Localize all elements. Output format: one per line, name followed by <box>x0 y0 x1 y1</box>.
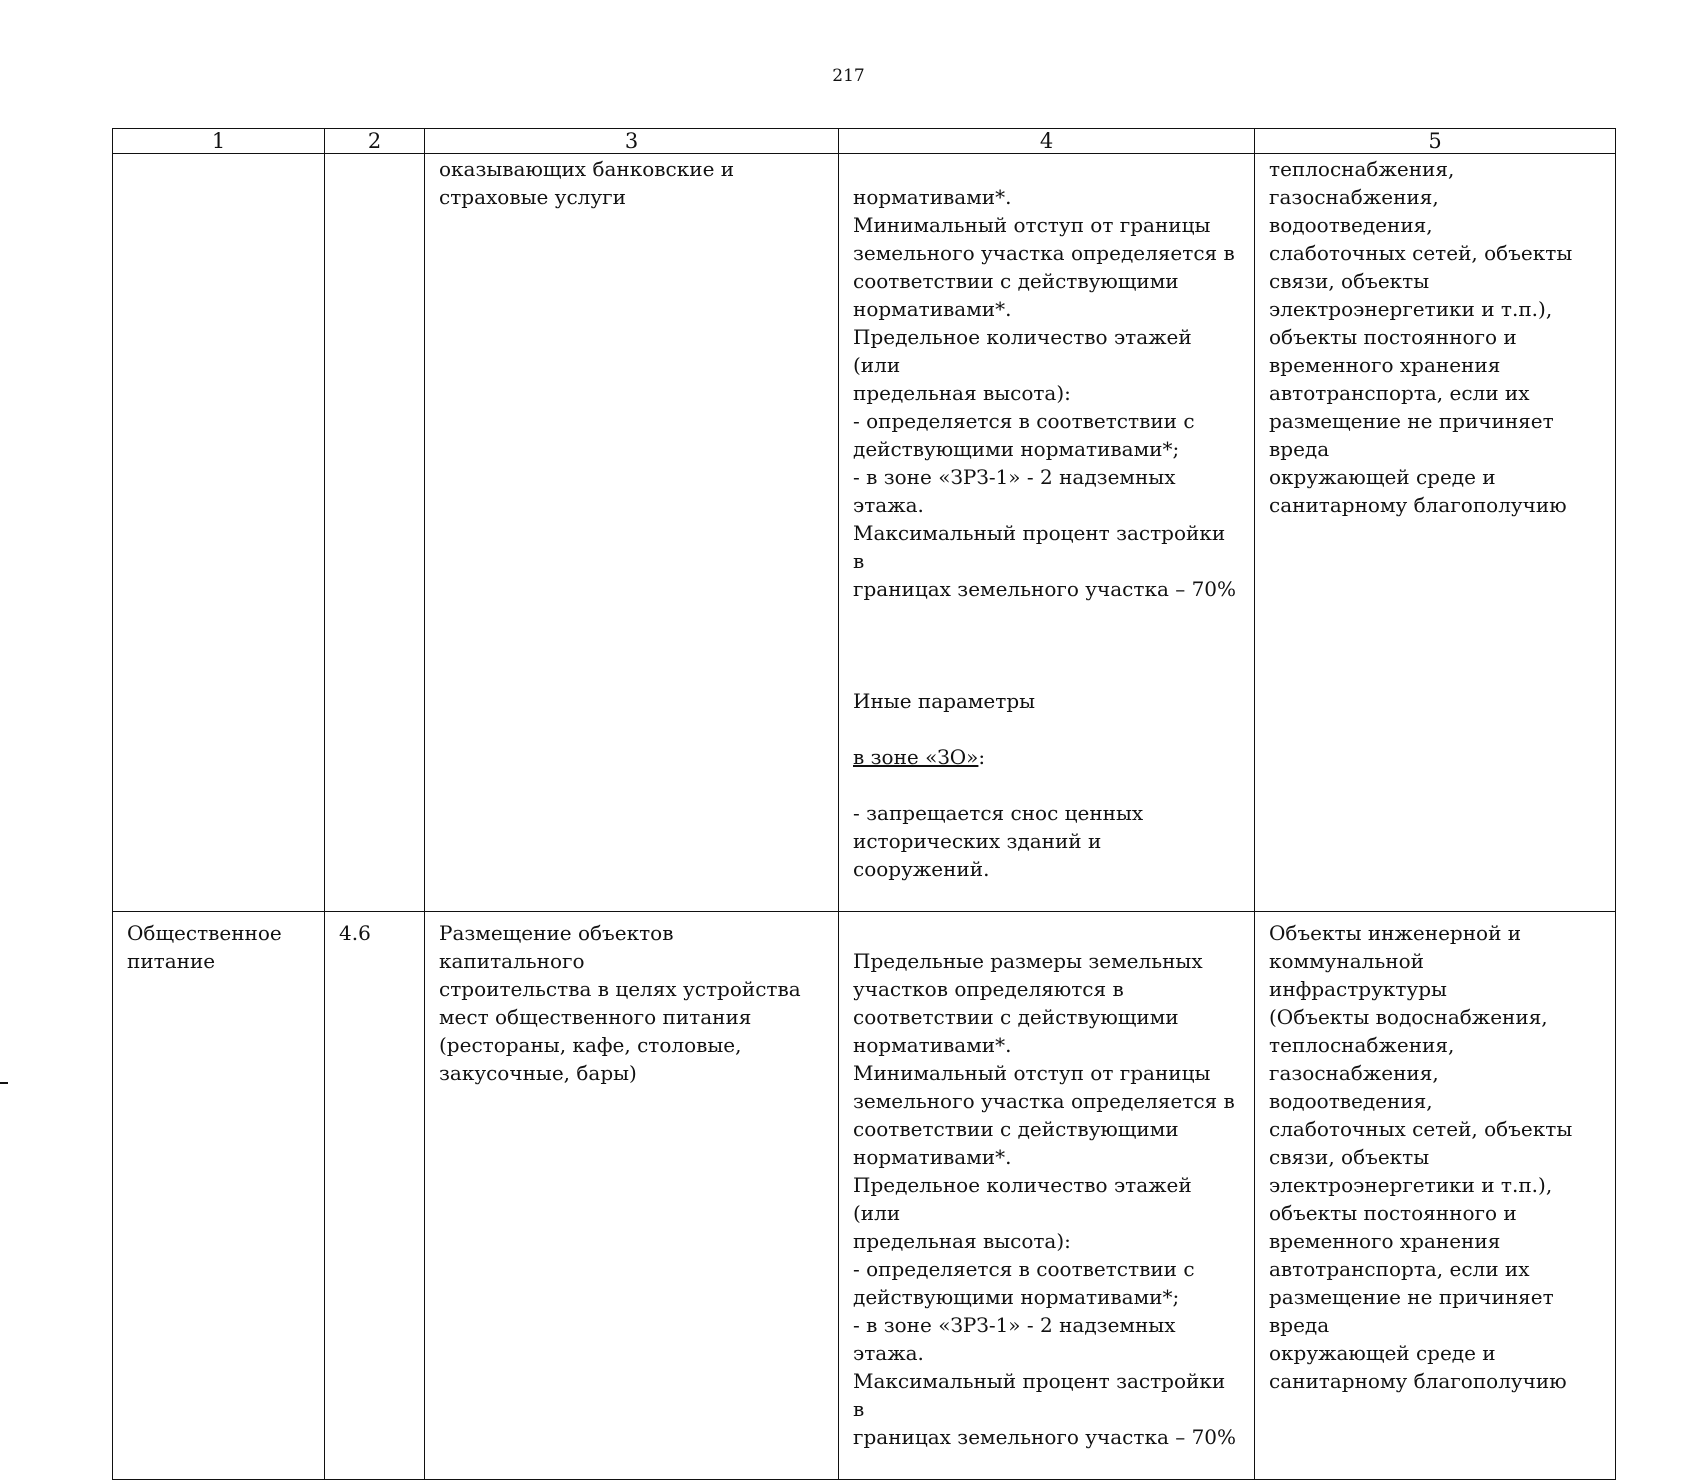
table-row <box>113 912 1616 1480</box>
other-parameters-zone-line <box>853 743 1240 771</box>
other-parameters-text: - запрещается снос ценных исторических зданий и сооружений. <box>853 801 1144 881</box>
margin-mark <box>0 1082 8 1084</box>
column-header-3: 3 <box>425 129 839 154</box>
parameters-text: нормативами*. Минимальный отступ от границы земельного участка определяется в соответствии с действующими нормативами*. Предельное количество этажей (или предельная высота): - определяется в соответствии с действующими нормативами*; - в зоне «ЗРЗ-1» - 2 надземных этажа. Максимальный процент застройки в границах земельного участка – 70% <box>853 185 1237 601</box>
cell-parameters <box>839 154 1255 912</box>
other-parameters-title: Иные параметры <box>853 689 1036 713</box>
cell-use-code: 4.6 <box>325 912 425 1480</box>
cell-auxiliary-uses: теплоснабжения, газоснабжения, водоотведения, слаботочных сетей, объекты связи, объекты электроэнергетики и т.п.), объекты постоянного и временного хранения автотранспорта, если их размещение не причиняет вреда окружающей среде и санитарному благополучию <box>1255 154 1616 912</box>
cell-use-type: Общественное питание <box>113 912 325 1480</box>
page-number: 217 <box>832 66 865 86</box>
cell-auxiliary-uses: Объекты инженерной и коммунальной инфраструктуры (Объекты водоснабжения, теплоснабжения, газоснабжения, водоотведения, слаботочных сетей, объекты связи, объекты электроэнергетики и т.п.), объекты постоянного и временного хранения автотранспорта, если их размещение не причиняет вреда окружающей среде и санитарному благополучию <box>1255 912 1616 1480</box>
column-header-1: 1 <box>113 129 325 154</box>
zone-label: в зоне «ЗО» <box>853 745 979 769</box>
column-header-5: 5 <box>1255 129 1616 154</box>
cell-use-description: оказывающих банковские и страховые услуги <box>425 154 839 912</box>
cell-use-type <box>113 154 325 912</box>
table-header-row <box>113 129 1616 154</box>
zone-label-colon: : <box>978 745 986 769</box>
spacer <box>853 631 1240 659</box>
cell-use-code <box>325 154 425 912</box>
cell-parameters <box>839 912 1255 1480</box>
land-use-table <box>112 128 1616 1480</box>
parameters-text: Предельные размеры земельных участков определяются в соответствии с действующими нормативами*. Минимальный отступ от границы земельного участка определяется в соответствии с действующими нормативами*. Предельное количество этажей (или предельная высота): - определяется в соответствии с действующими нормативами*; - в зоне «ЗРЗ-1» - 2 надземных этажа. Максимальный процент застройки в границах земельного участка – 70% <box>853 949 1237 1449</box>
column-header-4: 4 <box>839 129 1255 154</box>
land-use-table-container <box>112 128 1615 1480</box>
column-header-2: 2 <box>325 129 425 154</box>
cell-use-description: Размещение объектов капитального строительства в целях устройства мест общественного питания (рестораны, кафе, столовые, закусочные, бары) <box>425 912 839 1480</box>
table-row <box>113 154 1616 912</box>
